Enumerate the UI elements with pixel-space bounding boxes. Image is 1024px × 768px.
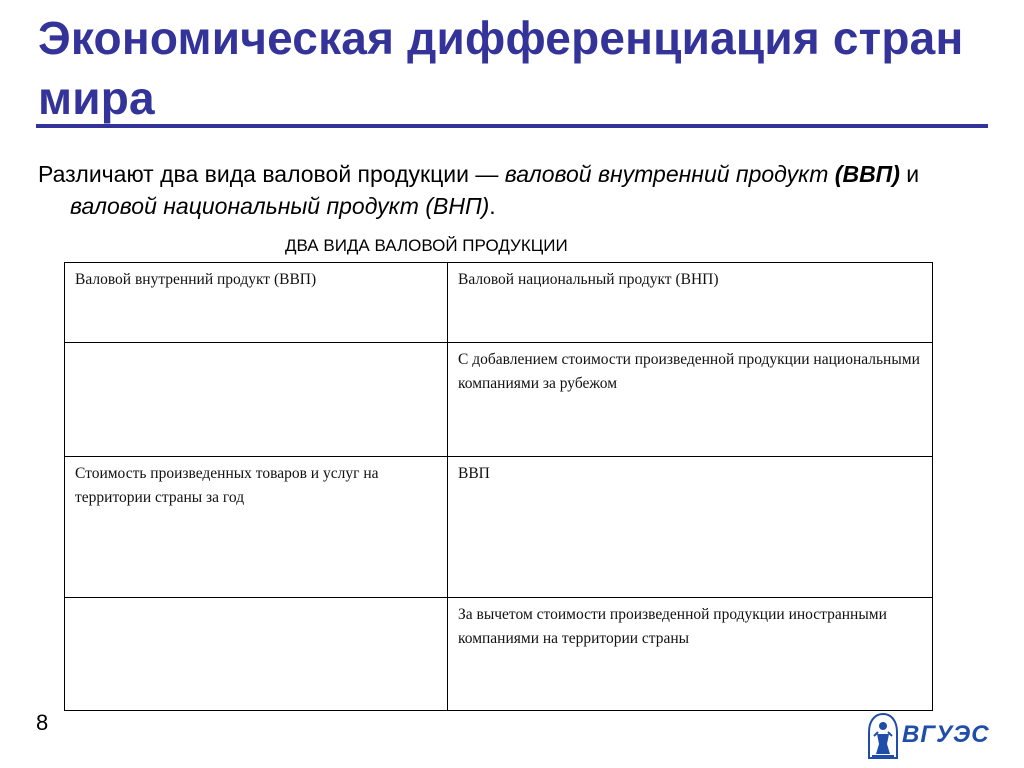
table-cell-empty [65,598,448,711]
comparison-table [64,262,933,711]
emblem-icon [866,712,900,762]
gdp-abbreviation: (ВВП) [834,161,900,187]
table-row [65,457,933,598]
table-cell-gnp-base: ВВП [448,457,933,598]
page-number: 8 [36,710,49,735]
table-cell-empty [65,343,448,457]
table-row [65,343,933,457]
intro-paragraph [38,158,1010,222]
intro-text: Различают два вида валовой продукции — [38,161,505,187]
intro-period: . [489,193,496,219]
table-cell-gnp-addition: С добавлением стоимости произведенной продукции национальными компаниями за рубежом [448,343,933,457]
table-cell-gdp-definition: Стоимость произведенных товаров и услуг на территории страны за год [65,457,448,598]
table-row [65,263,933,343]
table-caption: ДВА ВИДА ВАЛОВОЙ ПРОДУКЦИИ [285,236,568,255]
slide-title: Экономическая дифференциация стран мира [38,12,964,124]
gnp-term: валовой национальный продукт (ВНП) [70,193,490,219]
table-cell-gnp-subtraction: За вычетом стоимости произведенной продукции иностранными компаниями на территории страны [448,598,933,711]
logo-text: ВГУЭС [902,721,990,748]
university-logo [866,712,996,764]
table-row [65,598,933,711]
title-underline [36,124,988,128]
intro-connector: и [899,161,920,187]
table-cell-gdp-header: Валовой внутренний продукт (ВВП) [65,263,448,343]
gdp-term: валовой внутренний продукт [504,161,829,187]
table-cell-gnp-header: Валовой национальный продукт (ВНП) [448,263,933,343]
